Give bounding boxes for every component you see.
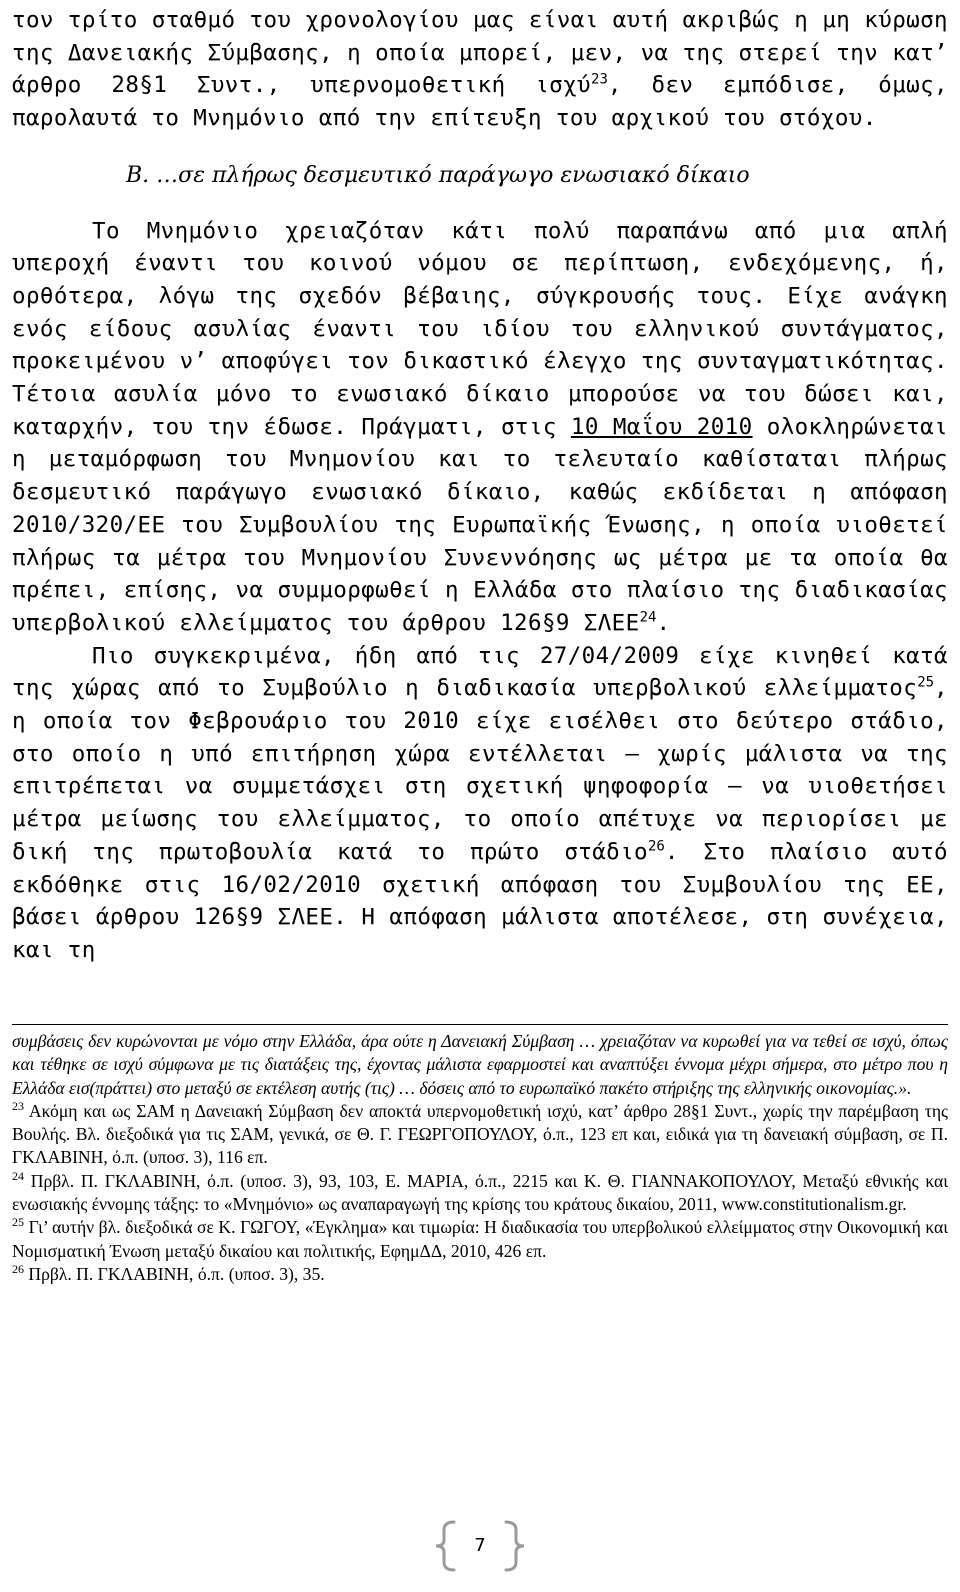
footnotes [12, 1030, 948, 1286]
footnote-text: Ακόμη και ως ΣΑΜ η Δανειακή Σύμβαση δεν αποκτά υπερνομοθετική ισχύ, κατ’ άρθρο 28§1 Συντ., χωρίς την παρέμβαση της Βουλής. Βλ. διεξοδικά για τις ΣΑΜ, γενικά, σε Θ. Γ. ΓΕΩΡΓΟΠΟΥΛΟΥ, ό.π., 123 επ και, ειδικά για τη δανειακή σύμβαση, σε Π. ΓΚΛΑΒΙΝΗ, ό.π. (υποσ. 3), 116 επ. [12, 1100, 948, 1168]
page-number: 7 [474, 1535, 486, 1556]
main-text [12, 4, 948, 967]
footnote-text: Γι’ αυτήν βλ. διεξοδικά σε Κ. ΓΩΓΟΥ, «Έγκλημα» και τιμωρία: Η διαδικασία του υπερβολικού ελλείμματος στην Οικονομική και Νομισματική Ένωση μεταξύ δικαίου και πολιτικής, ΕφημΔΔ, 2010, 426 επ. [12, 1217, 949, 1261]
footnote-number: 24 [12, 1168, 24, 1183]
paragraph [12, 4, 948, 135]
footnote-continuation: συμβάσεις δεν κυρώνονται με νόμο στην Ελλάδα, άρα ούτε η Δανειακή Σύμβαση … χρειαζόταν να κυρωθεί για να τεθεί σε ισχύ, όπως και τέθηκε σε ισχύ σύμφωνα με τις διατάξεις της, έχοντας μάλιστα εφαρμοστεί και αναπτύξει έννομα μέχρι σήμερα, στο μέτρο που η Ελλάδα εισ(πράττει) στο μεταξύ σε εκτέλεση αυτής (τις) … δόσεις από το ευρωπαϊκό πακέτο στήριξης της ελληνικής οικονομίας.». [12, 1031, 948, 1098]
footnote-text: Πρβλ. Π. ΓΚΛΑΒΙΝΗ, ό.π. (υποσ. 3), 93, 103, Ε. ΜΑΡΙΑ, ό.π., 2215 και Κ. Θ. ΓΙΑΝΝΑΚΟΠΟΥΛΟΥ, Μεταξύ εθνικής και ενωσιακής έννομης τάξης: το «Μνημόνιο» ως αναπαραγωγή της κρίσης του κράτους δικαίου, 2011, www.constitutionalism.gr. [12, 1170, 949, 1215]
paragraph-text: Το Μνημόνιο χρειαζόταν κάτι πολύ παραπάνω από μια απλή υπεροχή έναντι του κοινού νόμου σε περίπτωση, ενδεχόμενης, ή, ορθότερα, λόγω της σχεδόν βέβαιης, σύγκρουσής τους. Είχε ανάγκη ενός είδους ασυλίας έναντι του ιδίου του ελληνικού συντάγματος, προκειμένου ν’ αποφύγει τον δικαστικό έλεγχο της συνταγματικότητας. Τέτοια ασυλία μόνο το ενωσιακό δίκαιο μπορούσε να του δώσει και, καταρχήν, του την έδωσε. Πράγματι, στις [12, 217, 948, 440]
footnote [12, 1100, 948, 1170]
footnote-number: 23 [12, 1099, 24, 1114]
footnote [12, 1263, 948, 1286]
paragraph-text: , δεν εμπόδισε, όμως, παρολαυτά το Μνημόνιο από την επίτευξη του αρχικού του στόχου. [12, 72, 948, 132]
footnote-number: 26 [12, 1262, 24, 1277]
footnote-ref[interactable]: 23 [591, 71, 608, 88]
footnote-ref[interactable]: 25 [917, 674, 935, 691]
footnote-number: 25 [12, 1215, 24, 1230]
section-number: Β. [126, 162, 150, 188]
paragraph-text: ολοκληρώνεται η μεταμόρφωση του Μνημονίου και το τελευταίο καθίσταται πλήρως δεσμευτικό παράγωγο ενωσιακό δίκαιο, καθώς εκδίδεται η απόφαση 2010/320/ΕΕ του Συμβουλίου της Ευρωπαϊκής Ένωσης, η οποία υιοθετεί πλήρως τα μέτρα του Μνημονίου Συνεννόησης ως μέτρα με τα οποία θα πρέπει, επίσης, να συμμορφωθεί η Ελλάδα στο πλαίσιο της διαδικασίας υπερβολικού ελλείμματος του άρθρου 126§9 ΣΛΕΕ [12, 413, 948, 636]
paragraph [12, 215, 948, 640]
paragraph-text: , η οποία τον Φεβρουάριο του 2010 είχε εισέλθει στο δεύτερο στάδιο, στο οποίο η υπό επιτήρηση χώρα εντέλλεται – χωρίς μάλιστα να της επιτρέπεται να συμμετάσχει στη σχετική ψηφοφορία – να υιοθετήσει μέτρα μείωσης του ελλείμματος, το οποίο απέτυχε να περιορίσει με δική της πρωτοβουλία κατά το πρώτο στάδιο [12, 675, 948, 865]
footnote-ref[interactable]: 24 [639, 609, 657, 626]
section-heading [12, 160, 948, 193]
section-title: …σε πλήρως δεσμευτικό παράγωγο ενωσιακό δίκαιο [156, 162, 750, 188]
paragraph [12, 640, 948, 967]
footnote-separator [12, 1024, 948, 1025]
footnote-ref[interactable]: 26 [648, 838, 665, 855]
date-link[interactable]: 10 Μαΐου 2010 [570, 413, 753, 440]
paragraph-text: . Στο πλαίσιο αυτό εκδόθηκε στις 16/02/2010 σχετική απόφαση του Συμβουλίου της ΕΕ, βάσει άρθρου 126§9 ΣΛΕΕ. Η απόφαση μάλιστα αποτέλεσε, στη συνέχεια, και τη [12, 838, 948, 963]
page-footer [430, 1518, 530, 1574]
paragraph-text: . [656, 609, 671, 636]
footnote [12, 1170, 948, 1217]
footnote-text: Πρβλ. Π. ΓΚΛΑΒΙΝΗ, ό.π. (υποσ. 3), 35. [28, 1263, 325, 1284]
paragraph-text: Πιο συγκεκριμένα, ήδη από τις 27/04/2009 είχε κινηθεί κατά της χώρας από το Συμβούλιο η διαδικασία υπερβολικού ελλείμματος [12, 642, 948, 702]
paragraph-text: τον τρίτο σταθμό του χρονολογίου μας είναι αυτή ακριβώς η μη κύρωση της Δανειακής Σύμβασης, η οποία μπορεί, μεν, να της στερεί την κατ’ άρθρο 28§1 Συντ., υπερνομοθετική ισχύ [12, 7, 948, 99]
footnote [12, 1216, 948, 1263]
